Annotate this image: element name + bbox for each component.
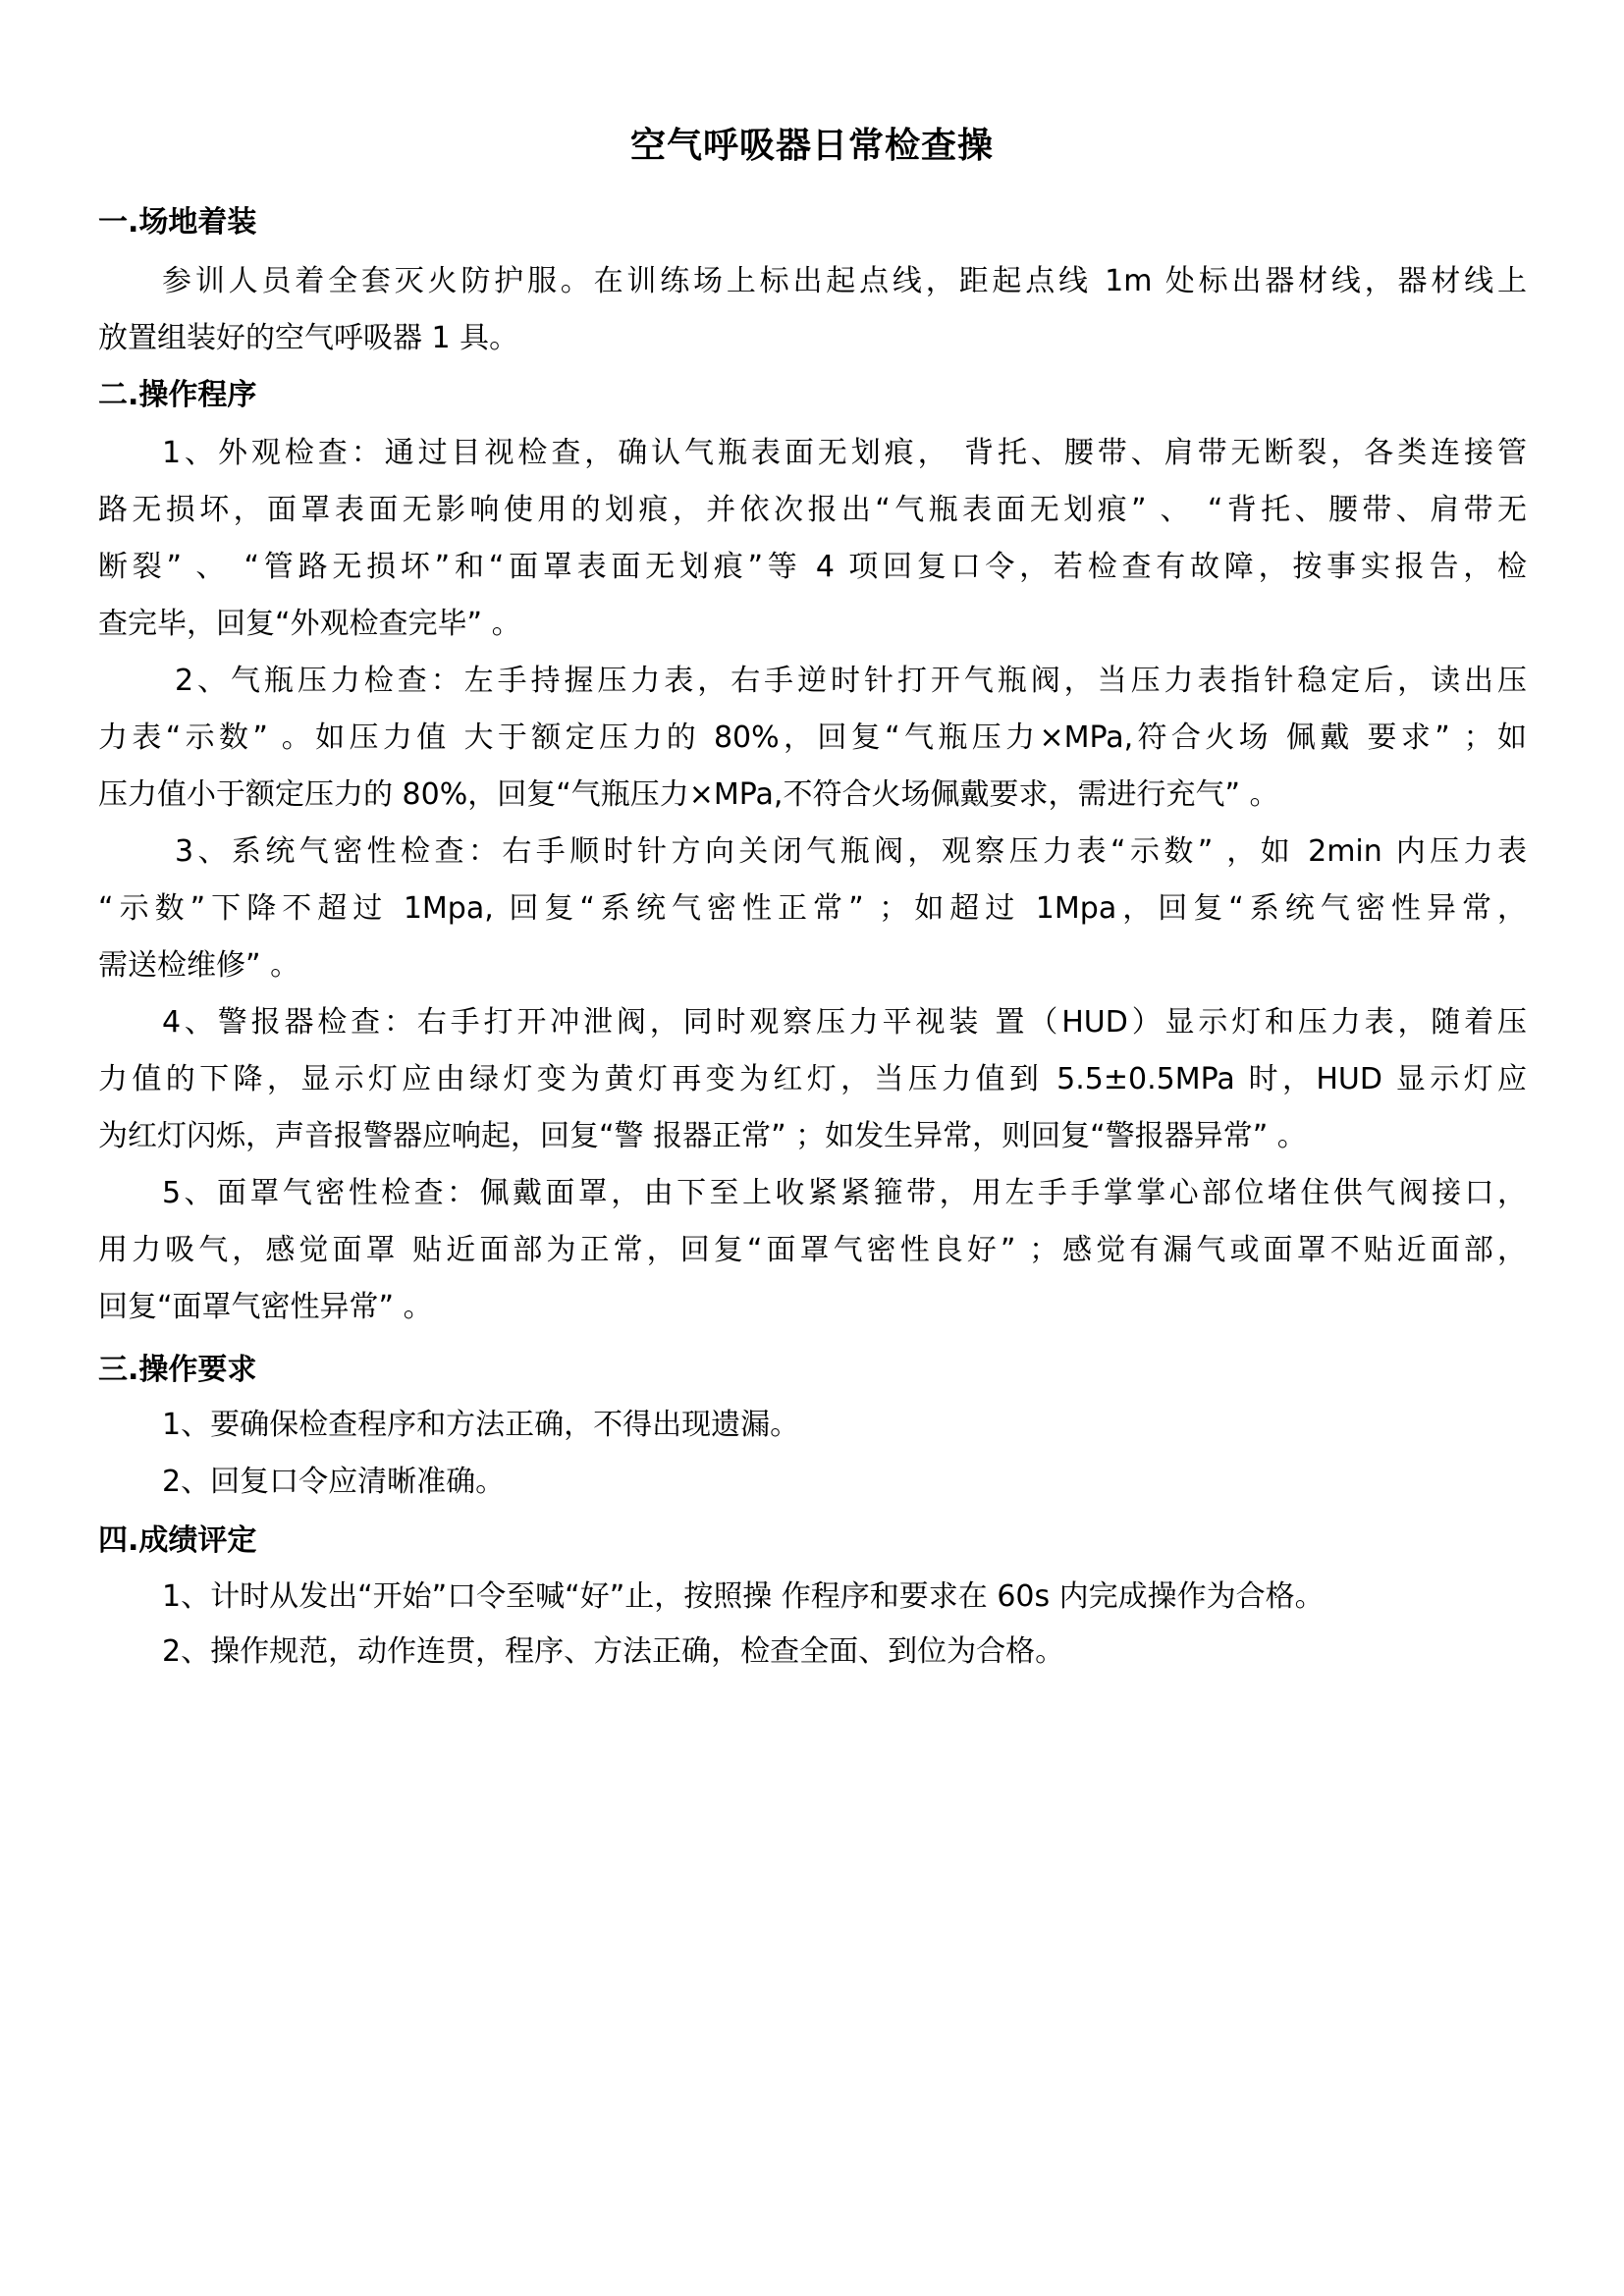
step-1-line: 路无损坏，面罩表面无影响使用的划痕，并依次报出“气瓶表面无划痕” 、 “背托、腰带、肩带无 xyxy=(98,493,1527,527)
section-heading-procedure: 二.操作程序 xyxy=(98,378,257,412)
step-4-line: 4、警报器检查：右手打开冲泄阀，同时观察压力平视装 置（HUD）显示灯和压力表，随着压 xyxy=(162,1005,1527,1040)
step-1-line: 断裂” 、 “管路无损坏”和“面罩表面无划痕”等 4 项回复口令，若检查有故障，按事实报告，检 xyxy=(98,550,1527,584)
step-3-line: “示数”下降不超过 1Mpa, 回复“系统气密性正常” ；如超过 1Mpa，回复“系统气密性异常， xyxy=(98,891,1527,926)
requirement-item: 1、要确保检查程序和方法正确，不得出现遗漏。 xyxy=(162,1408,800,1442)
step-1-line: 查完毕，回复“外观检查完毕” 。 xyxy=(98,607,521,641)
step-5-line: 用力吸气，感觉面罩 贴近面部为正常，回复“面罩气密性良好” ；感觉有漏气或面罩不贴近面部， xyxy=(98,1233,1527,1267)
requirement-item: 2、回复口令应清晰准确。 xyxy=(162,1465,506,1499)
step-3-line: 需送检维修” 。 xyxy=(98,948,300,983)
step-5-line: 5、面罩气密性检查：佩戴面罩，由下至上收紧紧箍带，用左手手掌掌心部位堵住供气阀接口， xyxy=(162,1176,1527,1210)
section-heading-evaluation: 四.成绩评定 xyxy=(98,1523,257,1558)
step-5-line: 回复“面罩气密性异常” 。 xyxy=(98,1290,433,1324)
evaluation-item: 1、计时从发出“开始”口令至喊“好”止，按照操 作程序和要求在 60s 内完成操作为合格。 xyxy=(162,1579,1325,1614)
step-2-line: 压力值小于额定压力的 80%，回复“气瓶压力×MPa,不符合火场佩戴要求，需进行充气” 。 xyxy=(98,777,1279,812)
paragraph-line: 参训人员着全套灭火防护服。在训练场上标出起点线，距起点线 1m 处标出器材线，器材线上 xyxy=(162,264,1527,298)
step-2-line: 2、气瓶压力检查：左手持握压力表，右手逆时针打开气瓶阀，当压力表指针稳定后，读出压 xyxy=(175,664,1527,698)
section-heading-site-attire: 一.场地着装 xyxy=(98,205,257,240)
evaluation-item: 2、操作规范，动作连贯，程序、方法正确，检查全面、到位为合格。 xyxy=(162,1634,1065,1669)
document-title: 空气呼吸器日常检查操 xyxy=(629,126,994,166)
step-3-line: 3、系统气密性检查：右手顺时针方向关闭气瓶阀，观察压力表“示数” ，如 2min 内压力表 xyxy=(175,834,1527,869)
step-4-line: 力值的下降，显示灯应由绿灯变为黄灯再变为红灯，当压力值到 5.5±0.5MPa 时，HUD 显示灯应 xyxy=(98,1062,1527,1096)
paragraph-line: 放置组装好的空气呼吸器 1 具。 xyxy=(98,321,519,355)
step-4-line: 为红灯闪烁，声音报警器应响起，回复“警 报器正常” ；如发生异常，则回复“警报器异常” 。 xyxy=(98,1119,1307,1153)
step-2-line: 力表“示数” 。如压力值 大于额定压力的 80%，回复“气瓶压力×MPa,符合火场 佩戴 要求” ；如 xyxy=(98,721,1527,755)
section-heading-requirements: 三.操作要求 xyxy=(98,1353,257,1387)
step-1-line: 1、外观检查：通过目视检查，确认气瓶表面无划痕， 背托、腰带、肩带无断裂，各类连接管 xyxy=(162,436,1527,470)
